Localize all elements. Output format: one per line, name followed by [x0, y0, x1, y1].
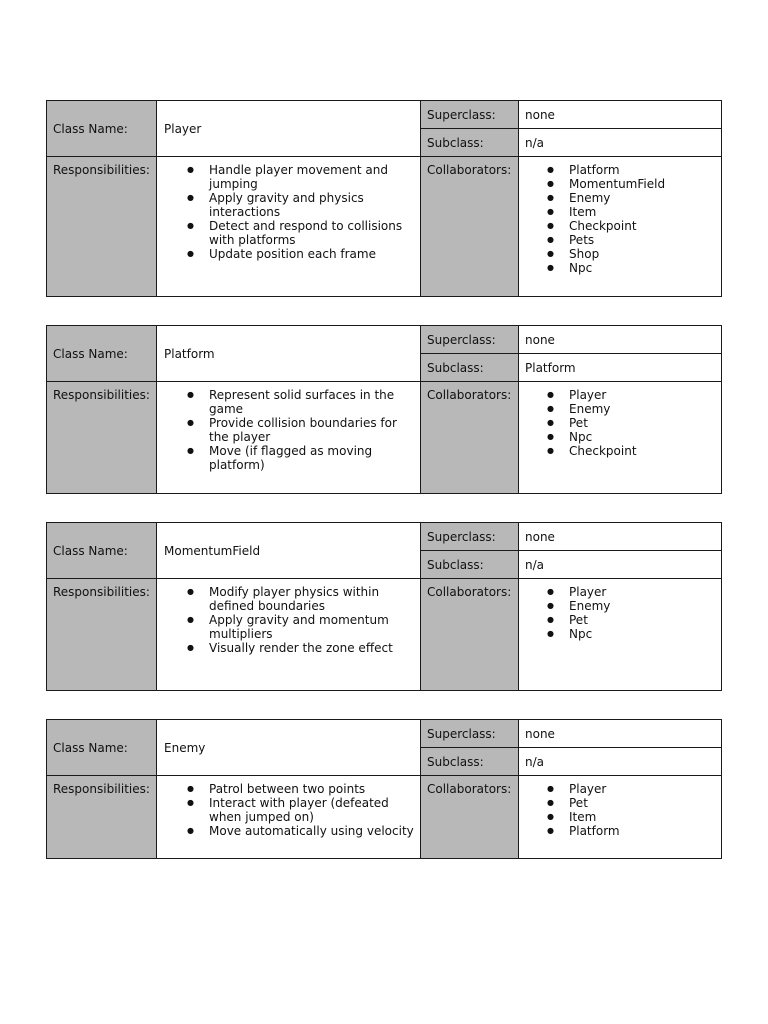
superclass-label: Superclass: [421, 326, 519, 354]
subclass-label: Subclass: [421, 129, 519, 157]
collaborator-item: ● Pet [547, 796, 715, 810]
superclass-value: none [519, 101, 722, 129]
class-name-label: Class Name: [47, 326, 157, 382]
responsibility-item: ● Visually render the zone effect [187, 641, 414, 655]
crc-card-player [46, 100, 722, 297]
collaborator-item: ● Npc [547, 430, 715, 444]
subclass-value: n/a [519, 129, 722, 157]
responsibilities-list [157, 382, 420, 472]
responsibility-item: ● Move automatically using velocity [187, 824, 414, 838]
collaborators-cell [519, 776, 722, 859]
superclass-value: none [519, 720, 722, 748]
collaborators-label: Collaborators: [421, 157, 519, 297]
subclass-label: Subclass: [421, 748, 519, 776]
responsibilities-cell [157, 382, 421, 494]
subclass-value: n/a [519, 551, 722, 579]
collaborators-label: Collaborators: [421, 382, 519, 494]
collaborators-cell [519, 579, 722, 691]
class-name-label: Class Name: [47, 101, 157, 157]
class-name-value: Player [157, 101, 421, 157]
responsibilities-list [157, 157, 420, 261]
responsibility-item: ● Modify player physics within defined boundaries [187, 585, 414, 613]
collaborators-list [519, 382, 721, 458]
collaborator-item: ● Platform [547, 163, 715, 177]
responsibilities-cell [157, 157, 421, 297]
responsibilities-label: Responsibilities: [47, 382, 157, 494]
responsibility-item: ● Detect and respond to collisions with platforms [187, 219, 414, 247]
collaborator-item: ● MomentumField [547, 177, 715, 191]
responsibility-item: ● Update position each frame [187, 247, 414, 261]
responsibility-item: ● Move (if flagged as moving platform) [187, 444, 414, 472]
subclass-value: Platform [519, 354, 722, 382]
collaborators-list [519, 776, 721, 838]
responsibility-item: ● Patrol between two points [187, 782, 414, 796]
collaborator-item: ● Player [547, 388, 715, 402]
collaborator-item: ● Platform [547, 824, 715, 838]
superclass-label: Superclass: [421, 523, 519, 551]
responsibilities-cell [157, 579, 421, 691]
responsibilities-list [157, 579, 420, 655]
responsibility-item: ● Interact with player (defeated when jumped on) [187, 796, 414, 824]
collaborator-item: ● Enemy [547, 191, 715, 205]
collaborator-item: ● Shop [547, 247, 715, 261]
collaborator-item: ● Enemy [547, 599, 715, 613]
class-name-label: Class Name: [47, 720, 157, 776]
superclass-value: none [519, 326, 722, 354]
collaborator-item: ● Npc [547, 627, 715, 641]
collaborator-item: ● Player [547, 585, 715, 599]
class-name-label: Class Name: [47, 523, 157, 579]
collaborator-item: ● Checkpoint [547, 219, 715, 233]
crc-card-enemy [46, 719, 722, 859]
collaborators-cell [519, 157, 722, 297]
collaborator-item: ● Item [547, 810, 715, 824]
responsibilities-label: Responsibilities: [47, 776, 157, 859]
responsibilities-cell [157, 776, 421, 859]
superclass-label: Superclass: [421, 720, 519, 748]
responsibility-item: ● Represent solid surfaces in the game [187, 388, 414, 416]
collaborators-label: Collaborators: [421, 776, 519, 859]
collaborator-item: ● Pets [547, 233, 715, 247]
class-name-value: Enemy [157, 720, 421, 776]
responsibility-item: ● Apply gravity and physics interactions [187, 191, 414, 219]
subclass-label: Subclass: [421, 551, 519, 579]
collaborator-item: ● Pet [547, 416, 715, 430]
collaborators-list [519, 157, 721, 275]
collaborators-list [519, 579, 721, 641]
subclass-value: n/a [519, 748, 722, 776]
collaborators-cell [519, 382, 722, 494]
class-name-value: Platform [157, 326, 421, 382]
superclass-value: none [519, 523, 722, 551]
collaborator-item: ● Checkpoint [547, 444, 715, 458]
responsibility-item: ● Provide collision boundaries for the player [187, 416, 414, 444]
collaborator-item: ● Player [547, 782, 715, 796]
crc-card-momentumfield [46, 522, 722, 691]
responsibility-item: ● Apply gravity and momentum multipliers [187, 613, 414, 641]
class-name-value: MomentumField [157, 523, 421, 579]
collaborator-item: ● Enemy [547, 402, 715, 416]
subclass-label: Subclass: [421, 354, 519, 382]
responsibilities-list [157, 776, 420, 838]
responsibilities-label: Responsibilities: [47, 157, 157, 297]
collaborator-item: ● Item [547, 205, 715, 219]
collaborator-item: ● Npc [547, 261, 715, 275]
collaborator-item: ● Pet [547, 613, 715, 627]
superclass-label: Superclass: [421, 101, 519, 129]
collaborators-label: Collaborators: [421, 579, 519, 691]
responsibilities-label: Responsibilities: [47, 579, 157, 691]
crc-card-platform [46, 325, 722, 494]
responsibility-item: ● Handle player movement and jumping [187, 163, 414, 191]
